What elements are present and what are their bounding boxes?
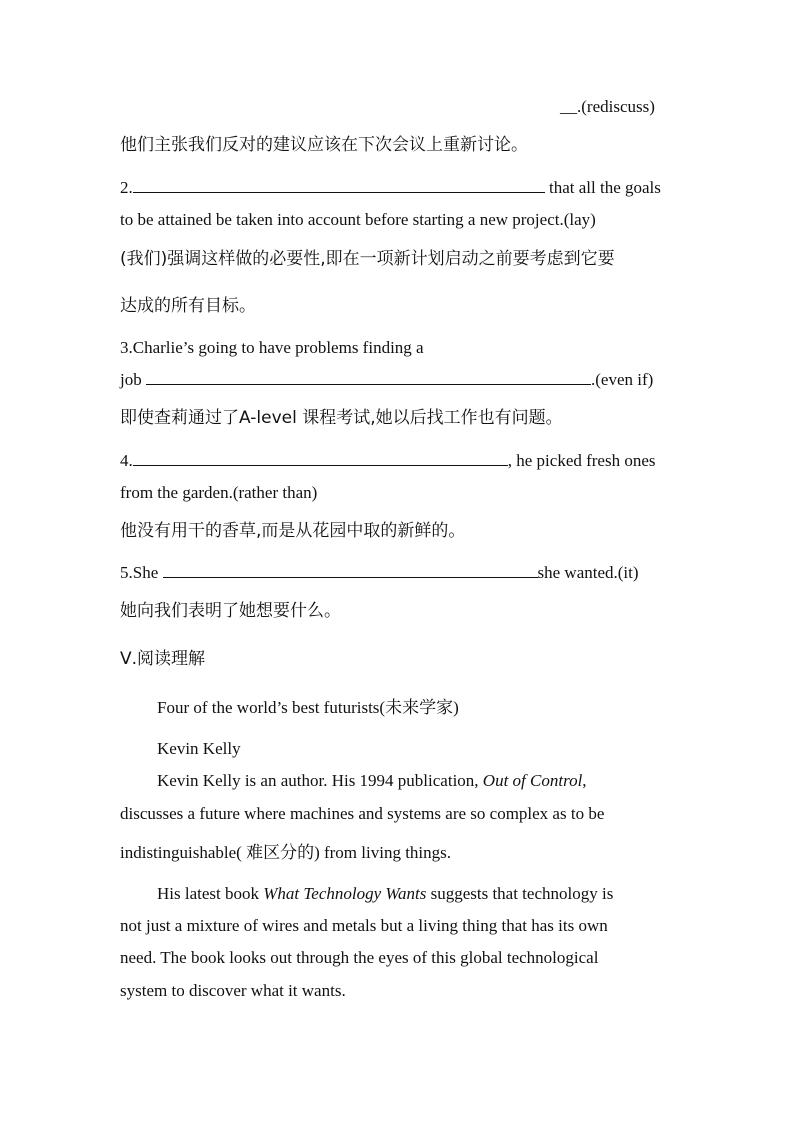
- q2-translation-2-text: 达成的所有目标。: [120, 296, 256, 316]
- q4-line2: [120, 482, 317, 504]
- q3-translation-text: 即使查莉通过了A-level 课程考试,她以后找工作也有问题。: [120, 408, 563, 428]
- section-heading: [120, 648, 205, 670]
- person-name-text: Kevin Kelly: [157, 739, 241, 758]
- q2-translation-2: [120, 295, 256, 317]
- q3-line1-text: 3.Charlie’s going to have problems finding a: [120, 338, 424, 357]
- q2-answer-blank[interactable]: [133, 177, 545, 193]
- p2-line4-text: system to discover what it wants.: [120, 981, 346, 1000]
- paragraph-1-line-2: [120, 803, 604, 825]
- q2-line2: [120, 209, 596, 231]
- p2-start: His latest book: [157, 884, 264, 903]
- q1-translation: [120, 134, 528, 156]
- passage-title-text: Four of the world’s best futurists(未来学家): [157, 698, 459, 717]
- paragraph-2-line-1: [157, 883, 613, 905]
- q1-prompt-end: [560, 96, 655, 118]
- p2-book-title: What Technology Wants: [263, 884, 427, 903]
- q2-translation-1-text: (我们)强调这样做的必要性,即在一项新计划启动之前要考虑到它要: [120, 249, 615, 269]
- q2-translation-1: [120, 248, 615, 270]
- q4-number: 4.: [120, 451, 133, 470]
- q5-translation: [120, 600, 341, 622]
- q2-prompt: [120, 177, 661, 199]
- q2-line2-text: to be attained be taken into account before starting a new project.(lay): [120, 210, 596, 229]
- q3-answer-blank[interactable]: [146, 369, 591, 385]
- q1-prompt-end-text: __.(rediscuss): [560, 97, 655, 116]
- q4-after-blank: , he picked fresh ones: [507, 451, 656, 470]
- p2-line2-text: not just a mixture of wires and metals but a living thing that has its own: [120, 916, 608, 935]
- person-name: [157, 738, 241, 760]
- q3-line1: [120, 337, 424, 359]
- p1-book-title: Out of Control: [482, 771, 583, 790]
- q2-number: 2.: [120, 178, 133, 197]
- q4-translation-text: 他没有用干的香草,而是从花园中取的新鲜的。: [120, 521, 466, 541]
- p1-end: ,: [582, 771, 587, 790]
- p1-start: Kevin Kelly is an author. His 1994 publication,: [157, 771, 483, 790]
- q2-after-blank: that all the goals: [544, 178, 661, 197]
- paragraph-2-line-4: [120, 980, 346, 1002]
- q5-translation-text: 她向我们表明了她想要什么。: [120, 601, 341, 621]
- q4-line2-text: from the garden.(rather than): [120, 483, 318, 502]
- paragraph-2-line-2: [120, 915, 608, 937]
- q3-prefix: job: [120, 370, 146, 389]
- q4-answer-blank[interactable]: [133, 450, 508, 466]
- q5-answer-blank[interactable]: [163, 562, 538, 578]
- p1-line3-text: indistinguishable( 难区分的) from living things.: [120, 843, 452, 862]
- q5-prompt: [120, 562, 639, 584]
- paragraph-1-line-3: [120, 842, 451, 864]
- paragraph-2-line-3: [120, 947, 598, 969]
- q3-after-blank: .(even if): [590, 370, 654, 389]
- q5-prefix: 5.She: [120, 563, 163, 582]
- section-heading-text: Ⅴ.阅读理解: [120, 649, 206, 669]
- q1-translation-text: 他们主张我们反对的建议应该在下次会议上重新讨论。: [120, 135, 528, 155]
- p2-end: suggests that technology is: [426, 884, 614, 903]
- p2-line3-text: need. The book looks out through the eyes of this global technological: [120, 948, 599, 967]
- q5-after-blank: she wanted.(it): [537, 563, 639, 582]
- q4-translation: [120, 520, 465, 542]
- q3-translation: [120, 407, 563, 429]
- q4-prompt: [120, 450, 656, 472]
- q3-prompt: [120, 369, 653, 391]
- passage-title: [157, 697, 459, 719]
- paragraph-1-line-1: [157, 770, 587, 792]
- p1-line2-text: discusses a future where machines and systems are so complex as to be: [120, 804, 605, 823]
